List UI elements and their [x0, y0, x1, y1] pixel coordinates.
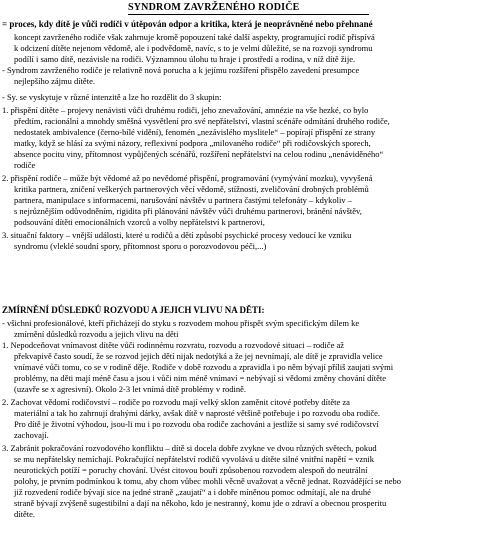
text-line: koncept zavrženého rodiče však zahrnuje kromě popouzení také další aspekty, programující rodič přispívá [14, 32, 375, 42]
text-line: podílí i samo dítě, nezávisle na rodiči. Významnou úlohu tu hraje i prostředí a rodina, v níž dítě žije. [14, 54, 356, 64]
text-line: neurotických potíží = poruchy chování. Uvést citovou bouři způsobenou rozvodem alespoň do neutrální [14, 465, 368, 475]
text-line: materiální a tak ho zahrnují drahými dárky, avšak dítě v naprosté většině potřebuje i po rozvodu oba rodiče. [14, 408, 381, 418]
text-line: 2. přispění rodiče – může být vědomé až po nevědomé přispění, programování (vymývání mozku), vyvyšená [2, 173, 373, 183]
text-line: nejlepšího zájmu dítěte. [14, 76, 95, 86]
text-line: zmírnění důsledků rozvodu a jejich vlivu na děti [14, 329, 179, 339]
text-line: podsouvání dítěti emocionálních vzorců a volby nepřátelství k partnerovi, [14, 217, 265, 227]
text-line: 3. Zabránit pokračování rozvodového konfliktu – dítě si docela dobře zvykne ve dvou různých světech, pokud [2, 443, 377, 453]
text-line: překvapivě často soudí, že se rozvod jejich dětí nijak nedotýká a že jej nevnímají, ale dítě je zpravidla velice [14, 351, 383, 361]
text-line: vnímavé vůči tomu, co se v rodině děje. Rodiče v době rozvodu a zpravidla i po něm bývají příliš zaujati svými [14, 362, 394, 372]
section-heading: ZMÍRNĚNÍ DŮSLEDKŮ ROZVODU A JEJICH VLIVU NA DĚTI: [2, 305, 265, 315]
text-line: předtím, racionální a mnohdy směšná vysvětlení pro své nepřátelství, vlastní scénáře odmítání druhého rodiče, [14, 116, 390, 126]
text-line: (uzavře se x agresivní). Okolo 2-3 let vnímá dítě problémy v rodině. [14, 384, 247, 394]
page-title: SYNDROM ZAVRŽENÉHO RODIČE [128, 2, 300, 13]
text-line: - všichni profesionálové, kteří přicházejí do styku s rozvodem mohou přispět svým specifickým dílem ke [2, 318, 360, 328]
text-line: syndromu (vleklé soudní spory, přítomnost sporu o porozvodovou péči,...) [14, 241, 267, 251]
title-underline [128, 14, 369, 15]
text-line: dítěte. [14, 509, 36, 519]
text-line: zachovají. [14, 430, 49, 440]
text-line: již rozvedení rodiče bývají sice na jedné straně „zaujatí“ a i dobře míněnou pomoc odmítají, ale na druhé [14, 487, 371, 497]
text-line: polohy, je prvním podmínkou k tomu, aby chom vůbec mohli věcně uvažovat a věcně jednat. Rozvádějící se nebo [14, 476, 402, 486]
text-line: 2. Zachovat vědomí rodičovství – rodiče po rozvodu mají velký sklon zaměnit citové potřeby dítěte za [2, 397, 350, 407]
text-line: problémy, na děti mají méně času a jsou i vůči nim méně vnímaví = nebývají si vědomi změny chování dítěte [14, 373, 387, 383]
text-line: absence pocitu viny, přítomnost vypůjčených scénářů, rozšíření nepřátelství na celou rodinu „nenáviděného“ [14, 149, 384, 159]
text-line: partnera, manipulace s informacemi, narušování návštěv u partnera častými telefonáty – kdykoliv – [14, 195, 352, 205]
text-line: kritika partnera, zničení veškerých partnerových věcí vědomě, stížnosti, zveličování drobných problémů [14, 184, 369, 194]
text-line: k odcizení dítěte nejenom vědomě, ale i podvědomě, navíc, s to je velmi důležité, se na rozvoji syndromu [14, 43, 373, 53]
text-line: = proces, kdy dítě je vůči rodiči v útěpován odpor a kritika, která je neoprávněné nebo přehnané [2, 19, 373, 29]
text-line: - Sy. se vyskytuje v různé intenzitě a lze ho rozdělit do 3 skupin: [2, 92, 222, 102]
text-line: 1. přispění dítěte – projevy nenávisti vůči druhému rodiči, jeho znevažování, amnézie na vše hezké, co bylo [2, 105, 369, 115]
text-line: nedostatek ambivalence (černo-bílé vidění), fenomén „nezávislého myslitele“ – popírají přispění ze strany [14, 127, 376, 137]
text-line: rodiče [14, 160, 36, 170]
text-line: se mu nepřátelsky nemíchají. Pokračující nepřátelství rodičů vyvolává u dítěte silné vnitřní napětí = vznik [14, 454, 375, 464]
text-line: straně bývají zvýšeně sugestibilní a dají na někoho, kdo je nestranný, komu jde o zdraví a obecnou prosperitu [14, 498, 387, 508]
text-line: 1. Nepodceňovat vnímavost dítěte vůči rodinnému rozvratu, rozvodu a rozvodové situaci – rodiče až [2, 340, 345, 350]
text-line: matky, když se hlásí za svými názory, reflexivní podpora „milovaného rodiče“ při rodičovských sporech, [14, 138, 371, 148]
text-line: - Syndrom zavrženého rodiče je relativně nová porucha a k jejímu rozšíření přispělo zavedení presumpce [2, 65, 360, 75]
text-line: s nejrůznějším odůvodněním, rigidita při plánování návštěv vůči druhému partnerovi, bránění návštěv, [14, 206, 362, 216]
text-line: Pro dítě je životní výhodou, jsou-li mu i po rozvodu oba rodiče zachováni a jestliže si samy své rodičovství [14, 419, 379, 429]
text-line: 3. situační faktory – vnější události, které u rodičů a dětí způsobí psychické procesy vedoucí ke vzniku [2, 230, 352, 240]
